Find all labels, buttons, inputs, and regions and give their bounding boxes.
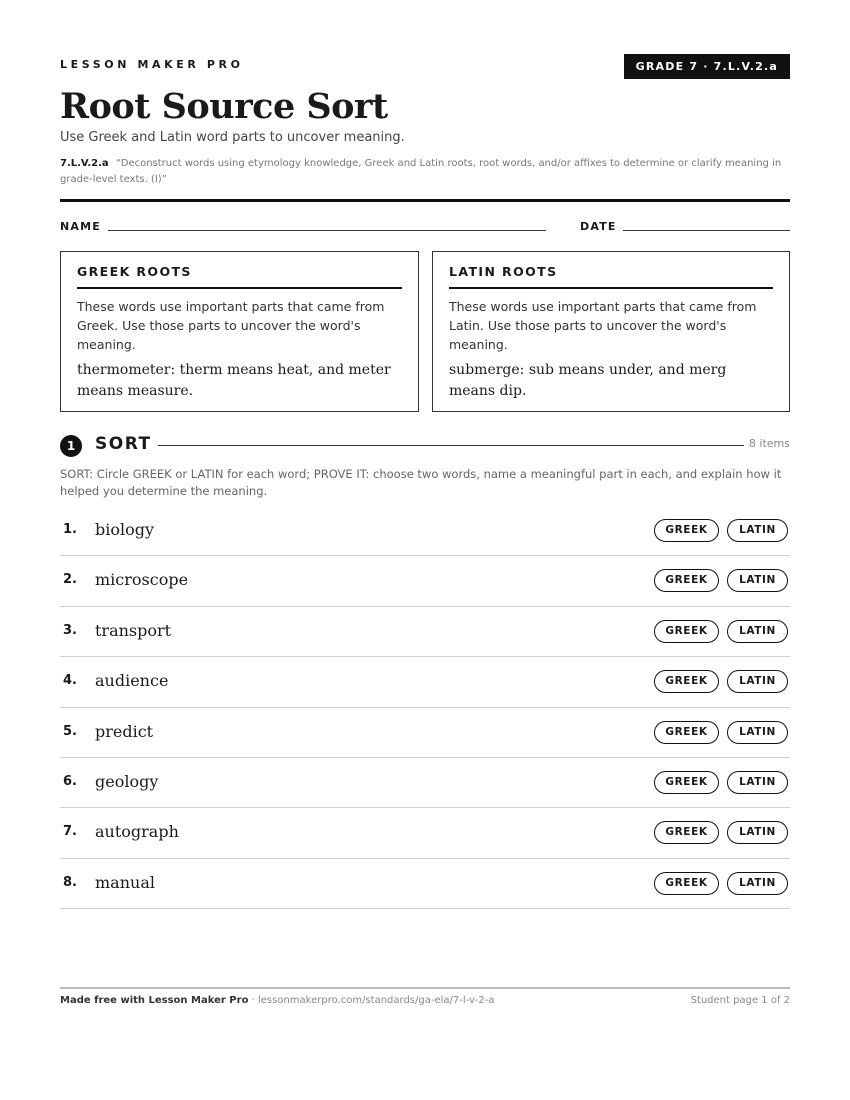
greek-option-button[interactable]: GREEK <box>654 620 719 643</box>
greek-option-button[interactable]: GREEK <box>654 670 719 693</box>
item-number: 8. <box>63 874 77 890</box>
greek-roots-title: GREEK ROOTS <box>77 264 402 289</box>
footer-credit <box>60 995 494 1006</box>
item-word: microscope <box>95 570 189 590</box>
footer-url[interactable]: · lessonmakerpro.com/standards/ga-ela/7-l-v-2-a <box>248 995 495 1006</box>
sort-item-row <box>60 758 790 808</box>
item-word: geology <box>95 771 159 791</box>
section-number: 1 <box>60 435 82 457</box>
sort-item-row <box>60 859 790 909</box>
latin-roots-box <box>432 251 790 412</box>
grade-badge: GRADE 7 · 7.L.V.2.a <box>624 54 790 79</box>
latin-option-button[interactable]: LATIN <box>727 670 788 693</box>
sort-item-row <box>60 708 790 758</box>
greek-option-button[interactable]: GREEK <box>654 569 719 592</box>
page-subtitle: Use Greek and Latin word parts to uncover meaning. <box>60 130 405 145</box>
section-divider <box>158 445 744 446</box>
name-field[interactable] <box>108 230 546 231</box>
item-number: 7. <box>63 824 77 840</box>
item-number: 4. <box>63 673 77 689</box>
sort-item-row <box>60 657 790 707</box>
date-label: DATE <box>580 220 617 233</box>
brand-name: LESSON MAKER PRO <box>60 58 244 71</box>
date-field[interactable] <box>623 230 790 231</box>
latin-option-button[interactable]: LATIN <box>727 771 788 794</box>
latin-option-button[interactable]: LATIN <box>727 569 788 592</box>
greek-option-button[interactable]: GREEK <box>654 721 719 744</box>
sort-item-row <box>60 506 790 556</box>
latin-option-button[interactable]: LATIN <box>727 519 788 542</box>
item-word: manual <box>95 872 155 892</box>
sort-item-row <box>60 607 790 657</box>
sort-item-row <box>60 556 790 606</box>
latin-option-button[interactable]: LATIN <box>727 721 788 744</box>
footer-made-with: Made free with Lesson Maker Pro <box>60 995 249 1006</box>
item-word: biology <box>95 520 155 539</box>
latin-option-button[interactable]: LATIN <box>727 620 788 643</box>
greek-option-button[interactable]: GREEK <box>654 771 719 794</box>
item-word: transport <box>95 620 172 640</box>
name-label: NAME <box>60 220 101 233</box>
section-instructions: SORT: Circle GREEK or LATIN for each word; PROVE IT: choose two words, name a meaningful part in each, and explain how it helped you determine the meaning. <box>60 467 782 498</box>
item-number: 5. <box>63 723 77 739</box>
footer-divider <box>60 987 790 989</box>
standard-description <box>60 156 790 188</box>
page-title: Root Source Sort <box>60 86 388 127</box>
item-word: predict <box>95 721 154 741</box>
greek-roots-description: These words use important parts that came from Greek. Use those parts to uncover the word's meaning. <box>77 299 385 352</box>
item-word: audience <box>95 671 169 691</box>
greek-option-button[interactable]: GREEK <box>654 519 719 542</box>
item-number: 1. <box>63 522 77 537</box>
standard-code: 7.L.V.2.a <box>60 158 109 169</box>
item-word: autograph <box>95 822 179 842</box>
greek-roots-example: thermometer: therm means heat, and meter means measure. <box>77 362 391 399</box>
item-number: 6. <box>63 773 77 789</box>
greek-option-button[interactable]: GREEK <box>654 821 719 844</box>
sort-item-list <box>60 506 790 909</box>
section-title: SORT <box>95 434 152 454</box>
greek-roots-box <box>60 251 419 412</box>
latin-option-button[interactable]: LATIN <box>727 872 788 895</box>
latin-roots-description: These words use important parts that came from Latin. Use those parts to uncover the word's meaning. <box>449 299 757 352</box>
item-number: 3. <box>63 622 77 638</box>
latin-roots-title: LATIN ROOTS <box>449 264 773 289</box>
standard-text: “Deconstruct words using etymology knowledge, Greek and Latin roots, root words, and/or affixes to determine or clarify meaning in grade-level texts. (I)” <box>60 158 782 185</box>
item-count: 8 items <box>748 437 790 450</box>
header-divider <box>60 199 790 202</box>
worksheet-page <box>60 0 790 1100</box>
item-number: 2. <box>63 572 77 588</box>
sort-item-row <box>60 808 790 858</box>
greek-option-button[interactable]: GREEK <box>654 872 719 895</box>
latin-roots-example: submerge: sub means under, and merg means dip. <box>449 362 727 399</box>
latin-option-button[interactable]: LATIN <box>727 821 788 844</box>
page-indicator: Student page 1 of 2 <box>690 995 790 1006</box>
